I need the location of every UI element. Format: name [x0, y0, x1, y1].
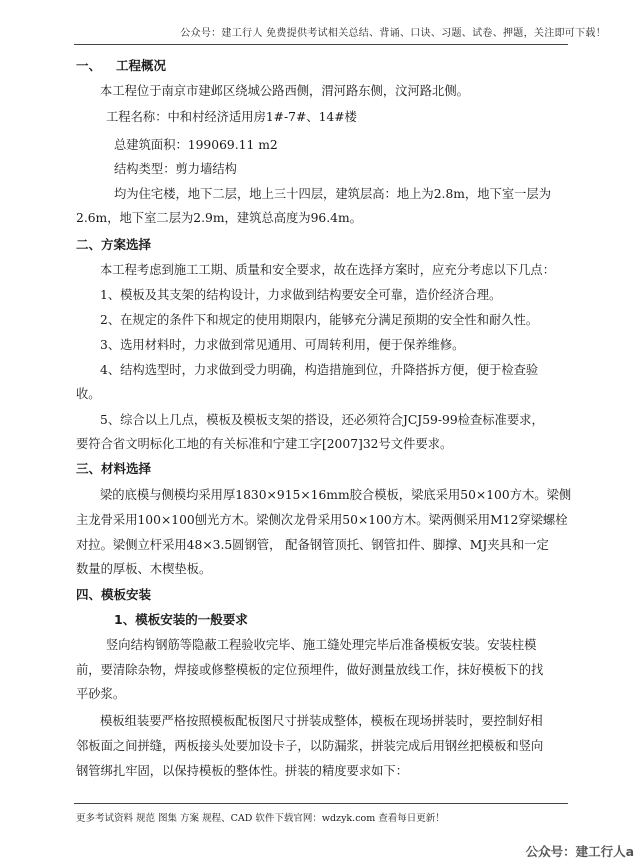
s3-line1: 梁的底模与侧模均采用厚1830×915×16mm胶合模板，梁底采用50×100方木。梁侧 — [100, 488, 572, 502]
s4-para1-line3: 平砂浆。 — [76, 687, 126, 701]
section-4-heading: 四、模板安装 — [76, 587, 152, 602]
s3-line3: 对拉。梁侧立杆采用48×3.5圆钢管， 配备钢管顶托、钢管扣件、脚撑、MJ夹具和一定 — [76, 538, 549, 552]
s1-project-name: 工程名称：中和村经济适用房1#-7#、14#楼 — [106, 110, 357, 124]
s4-para2-line1: 模板组装要严格按照模板配板图尺寸拼装成整体，模板在现场拼装时，要控制好相 — [100, 714, 543, 728]
s4-para2-line3: 钢管绑扎牢固，以保持模板的整体性。拼装的精度要求如下： — [76, 764, 409, 778]
footer-note: 更多考试资料 规范 图集 方案 规程、CAD 软件下载官网：wdzyk.com 查看每日更新！ — [76, 813, 445, 824]
s2-point-3: 3、选用材料时，力求做到常见通用、可周转利用，便于保养维修。 — [100, 338, 465, 352]
section-1-heading — [76, 58, 166, 74]
s1-total-area: 总建筑面积：199069.11 m2 — [114, 138, 278, 152]
s4-para2-line2: 邻板面之间拼缝，两板接头处要加设卡子，以防漏浆，拼装完成后用钢丝把模板和竖向 — [76, 739, 544, 753]
header-note: 公众号：建工行人 免费提供考试相关总结、背诵、口诀、习题、试卷、押题，关注即可下载！ — [180, 28, 606, 39]
s2-point-5-line2: 要符合省文明标化工地的有关标准和宁建工字[2007]32号文件要求。 — [76, 437, 453, 451]
section-3-heading: 三、材料选择 — [76, 461, 152, 476]
s2-point-4-line1: 4、结构选型时，力求做到受力明确，构造措施到位，升降搭拆方便，便于检查验 — [100, 363, 539, 377]
s3-line2: 主龙骨采用100×100刨光方木。梁侧次龙骨采用50×100方木。梁两侧采用M12穿梁螺栓 — [76, 513, 568, 527]
s1-desc-line1: 均为住宅楼，地下二层，地上三十四层，建筑层高：地上为2.8m，地下室一层为 — [114, 187, 552, 201]
s3-line4: 数量的厚板、木楔垫板。 — [76, 562, 212, 576]
s4-subheading-1: 1、模板安装的一般要求 — [114, 612, 248, 627]
section-2-heading: 二、方案选择 — [76, 237, 152, 252]
s1-desc-line2: 2.6m，地下室二层为2.9m，建筑总高度为96.4m。 — [76, 211, 362, 225]
s4-para1-line2: 前，要清除杂物，焊接或修整模板的定位预埋件，做好测量放线工作，抹好模板下的找 — [76, 663, 544, 677]
header-divider — [74, 44, 568, 45]
s4-para1-line1: 竖向结构钢筋等隐蔽工程验收完毕、施工缝处理完毕后准备模板安装。安装柱模 — [106, 638, 537, 652]
s2-point-2: 2、在规定的条件下和规定的使用期限内，能够充分满足预期的安全性和耐久性。 — [100, 313, 539, 327]
s2-point-4-line2: 收。 — [76, 387, 101, 401]
s2-point-1: 1、模板及其支架的结构设计，力求做到结构要安全可靠，造价经济合理。 — [100, 288, 502, 302]
s2-intro: 本工程考虑到施工工期、质量和安全要求，故在选择方案时，应充分考虑以下几点： — [100, 263, 555, 277]
s2-point-5-line1: 5、综合以上几点，模板及模板支架的搭设，还必须符合JCJ59-99检查标准要求， — [100, 413, 544, 427]
watermark: 公众号：建工行人a — [525, 844, 634, 859]
section-1-title: 工程概况 — [116, 58, 167, 73]
footer-divider — [74, 803, 568, 804]
section-1-number: 一、 — [76, 58, 102, 73]
s1-structure-type: 结构类型：剪力墙结构 — [114, 162, 237, 176]
s1-location: 本工程位于南京市建邺区绕城公路西侧，渭河路东侧，汶河路北侧。 — [100, 84, 469, 98]
